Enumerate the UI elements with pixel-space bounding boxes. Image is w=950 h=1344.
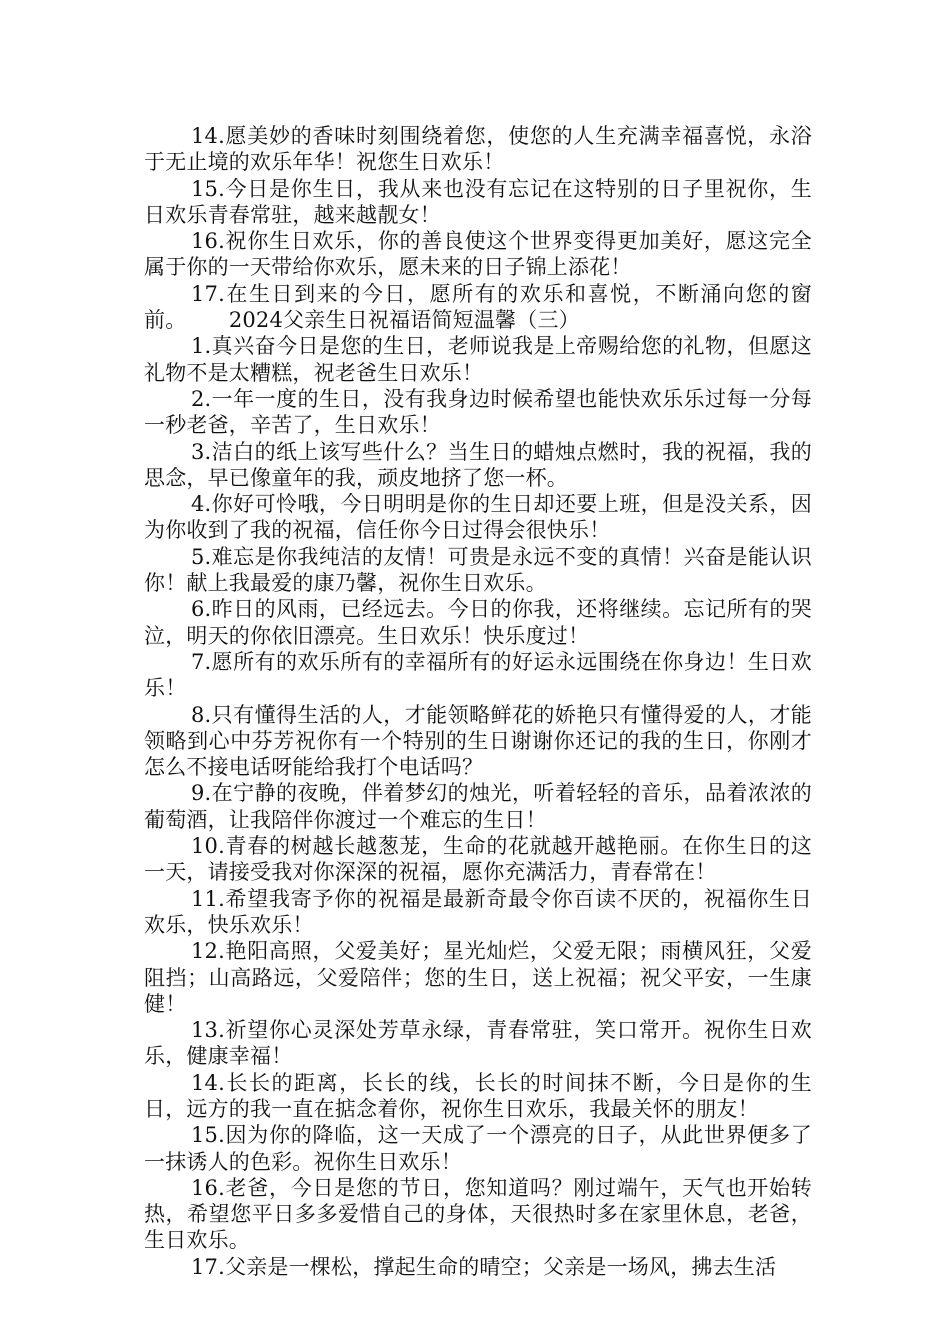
paragraph-10: 10.青春的树越长越葱茏，生命的花就越开越艳丽。在你生日的这一天，请接受我对你深深的祝福，愿你充满活力，青春常在！ [144,834,812,885]
paragraph-15: 15.因为你的降临，这一天成了一个漂亮的日子，从此世界便多了一抹诱人的色彩。祝你生日欢乐！ [144,1123,812,1174]
paragraph-3: 3.洁白的纸上该写些什么？当生日的蜡烛点燃时，我的祝福，我的思念，早已像童年的我，顽皮地挤了您一杯。 [144,439,812,490]
paragraph-2: 2.一年一度的生日，没有我身边时候希望也能快欢乐乐过每一分每一秒老爸，辛苦了，生日欢乐！ [144,386,812,438]
paragraph-11: 11.希望我寄予你的祝福是最新奇最令你百读不厌的，祝福你生日欢乐，快乐欢乐！ [144,886,812,937]
paragraph-6: 6.昨日的风雨，已经远去。今日的你我，还将继续。忘记所有的哭泣，明天的你依旧漂亮。生日欢乐！快乐度过！ [144,597,812,648]
paragraph-5: 5.难忘是你我纯洁的友情！可贵是永远不变的真情！兴奋是能认识你！献上我最爱的康乃馨，祝你生日欢乐。 [144,544,812,596]
paragraph-top-17 [144,281,812,334]
paragraph-14: 14.长长的距离，长长的线，长长的时间抹不断，今日是你的生日，远方的我一直在掂念着你，祝你生日欢乐，我最关怀的朋友！ [144,1070,812,1121]
paragraph-1: 1.真兴奋今日是您的生日，老师说我是上帝赐给您的礼物，但愿这礼物不是太糟糕，祝老爸生日欢乐！ [144,334,812,385]
document-body [144,123,812,1280]
paragraph-top-16: 16.祝你生日欢乐，你的善良使这个世界变得更加美好，愿这完全属于你的一天带给你欢乐，愿未来的日子锦上添花！ [144,229,812,280]
paragraph-17-text: 17.在生日到来的今日，愿所有的欢乐和喜悦，不断涌向您的窗前。 [144,281,812,333]
paragraph-8: 8.只有懂得生活的人，才能领略鲜花的娇艳只有懂得爱的人，才能领略到心中芬芳祝你有一个特别的生日谢谢你还记的我的生日，你刚才怎么不接电话呀能给我打个电话吗？ [144,702,812,780]
paragraph-17: 17.父亲是一棵松，撑起生命的晴空；父亲是一场风，拂去生活 [191,1254,777,1279]
paragraph-9: 9.在宁静的夜晚，伴着梦幻的烛光，听着轻轻的音乐，品着浓浓的葡萄酒，让我陪伴你渡过一个难忘的生日！ [144,781,812,832]
paragraph-13: 13.祈望你心灵深处芳草永绿，青春常驻，笑口常开。祝你生日欢乐，健康幸福！ [144,1018,812,1069]
paragraph-12: 12.艳阳高照，父爱美好；星光灿烂，父爱无限；雨横风狂，父爱阻挡；山高路远，父爱陪伴；您的生日，送上祝福；祝父平安，一生康健！ [144,939,812,1016]
paragraph-16: 16.老爸，今日是您的节日，您知道吗？刚过端午，天气也开始转热，希望您平日多多爱惜自己的身体，天很热时多在家里休息，老爸，生日欢乐。 [144,1175,812,1253]
paragraph-top-15: 15.今日是你生日，我从来也没有忘记在这特别的日子里祝你，生日欢乐青春常驻，越来越靓女！ [144,176,812,227]
section-title: 2024父亲生日祝福语简短温馨（三） [228,308,580,333]
paragraph-4: 4.你好可怜哦，今日明明是你的生日却还要上班，但是没关系，因为你收到了我的祝福，信任你今日过得会很快乐！ [144,492,812,543]
paragraph-7: 7.愿所有的欢乐所有的幸福所有的好运永远围绕在你身边！生日欢乐！ [144,649,812,701]
paragraph-top-14: 14.愿美妙的香味时刻围绕着您，使您的人生充满幸福喜悦，永浴于无止境的欢乐年华！祝您生日欢乐！ [144,124,812,175]
